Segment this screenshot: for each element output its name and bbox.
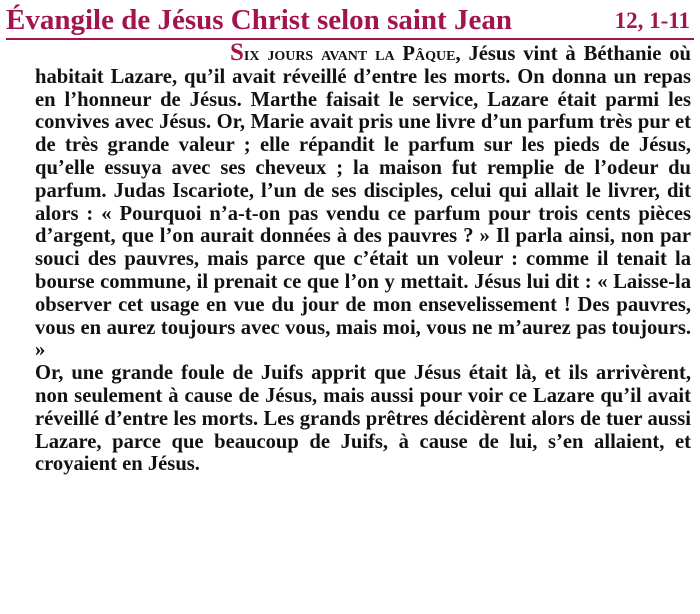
- paragraph-2: Or, une grande foule de Juifs apprit que Jésus était là, et ils arrivèrent, non seulement à cause de Jésus, mais aussi pour voir ce Lazare qu’il avait réveillé d’entre les morts. Les grands prêtres décidèrent alors de tuer aussi Lazare, parce que beaucoup de Juifs, à cause de lui, s’en allaient, et croyaient en Jésus.: [35, 362, 691, 476]
- drop-cap: S: [230, 39, 244, 66]
- paragraph-1-text: , Jésus vint à Béthanie où habitait Lazare, qu’il avait réveillé d’entre les morts. On donna un repas en l’honneur de Jésus. Marthe faisait le service, Lazare était parmi les convives avec Jésus. Or, Marie avait pris une livre d’un parfum très pur et de très grande valeur ; elle répandit le parfum sur les pieds de Jésus, qu’elle essuya avec ses cheveux ; la maison fut remplie de l’odeur du parfum. Judas Iscariote, l’un de ses disciples, celui qui allait le livrer, dit alors : « Pourquoi n’a-t-on pas vendu ce parfum pour trois cents pièces d’argent, que l’on aurait données à des pauvres ? » Il parla ainsi, non par souci des pauvres, mais parce que c’était un voleur : comme il tenait la bourse commune, il prenait ce que l’on y mettait. Jésus lui dit : « Laisse-la observer cet usage en vue du jour de mon ensevelissement ! Des pauvres, vous en aurez toujours avec vous, mais moi, vous ne m’aurez pas toujours. »: [35, 43, 691, 362]
- gospel-title: Évangile de Jésus Christ selon saint Jean: [6, 4, 512, 36]
- page-header: [6, 4, 694, 40]
- opening-words: ix jours avant la Pâque: [243, 43, 456, 65]
- verse-reference: 12, 1-11: [614, 8, 690, 33]
- gospel-text: [35, 39, 691, 476]
- paragraph-1: [35, 39, 691, 362]
